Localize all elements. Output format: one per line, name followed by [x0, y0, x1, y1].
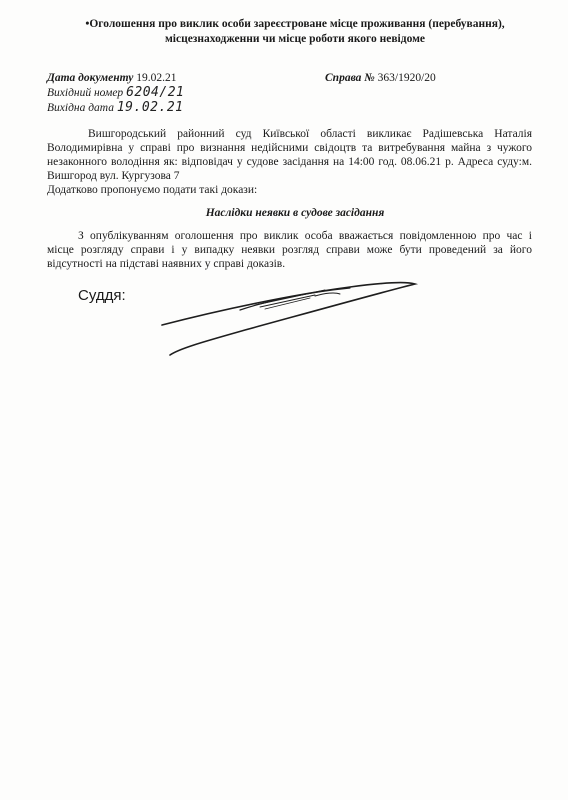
judge-label: Суддя:: [78, 287, 126, 304]
out-date-value: 19.02.21: [116, 100, 184, 115]
doc-date-label: Дата документу: [47, 72, 134, 84]
para1-line-3: незаконного володіння як: відповідач у судове засідання на 14:00 год. 08.06.21 р. Адреса суду:м.: [47, 156, 532, 168]
out-date-row: [47, 101, 183, 115]
header-line-2: місцезнаходженни чи місце роботи якого невідоме: [164, 33, 426, 45]
case-number-row: [325, 71, 436, 85]
para3-line-3: відсутності на підставі наявних у справі доказів.: [47, 258, 286, 270]
case-number-label: Справа №: [325, 72, 375, 84]
para3-line-1: З опублікуванням оголошення про виклик особа вважається повідомленною про час і: [78, 230, 532, 242]
para2: Додатково пропонуємо подати такі докази:: [47, 184, 258, 196]
doc-date-value: 19.02.21: [136, 72, 177, 84]
para1-line-4: Вишгород вул. Кургузова 7: [47, 170, 180, 182]
para3-line-2: місце розгляду справи і у випадку неявки розгляд справи може бути проведений за його: [47, 244, 532, 256]
out-number-row: [47, 86, 184, 100]
header-line-1: •Оголошення про виклик особи зареєстроване місце проживання (перебування),: [85, 18, 505, 30]
para1-line-2: Володимирівна у справі про визнання недійсними свідоцтв та витребування майна з чужого: [47, 142, 532, 154]
doc-date-row: [47, 71, 177, 85]
document-header: [60, 17, 530, 47]
out-date-label: Вихідна дата: [47, 102, 114, 114]
out-number-value: 6204/21: [126, 85, 185, 100]
signature-image: [150, 270, 450, 360]
case-number-value: 363/1920/20: [377, 72, 436, 84]
section-title: Наслідки неявки в судове засідання: [205, 207, 385, 219]
out-number-label: Вихідний номер: [47, 87, 124, 99]
para1-line-1: Вишгородський районний суд Київської області викликає Радішевська Наталія: [88, 128, 532, 140]
